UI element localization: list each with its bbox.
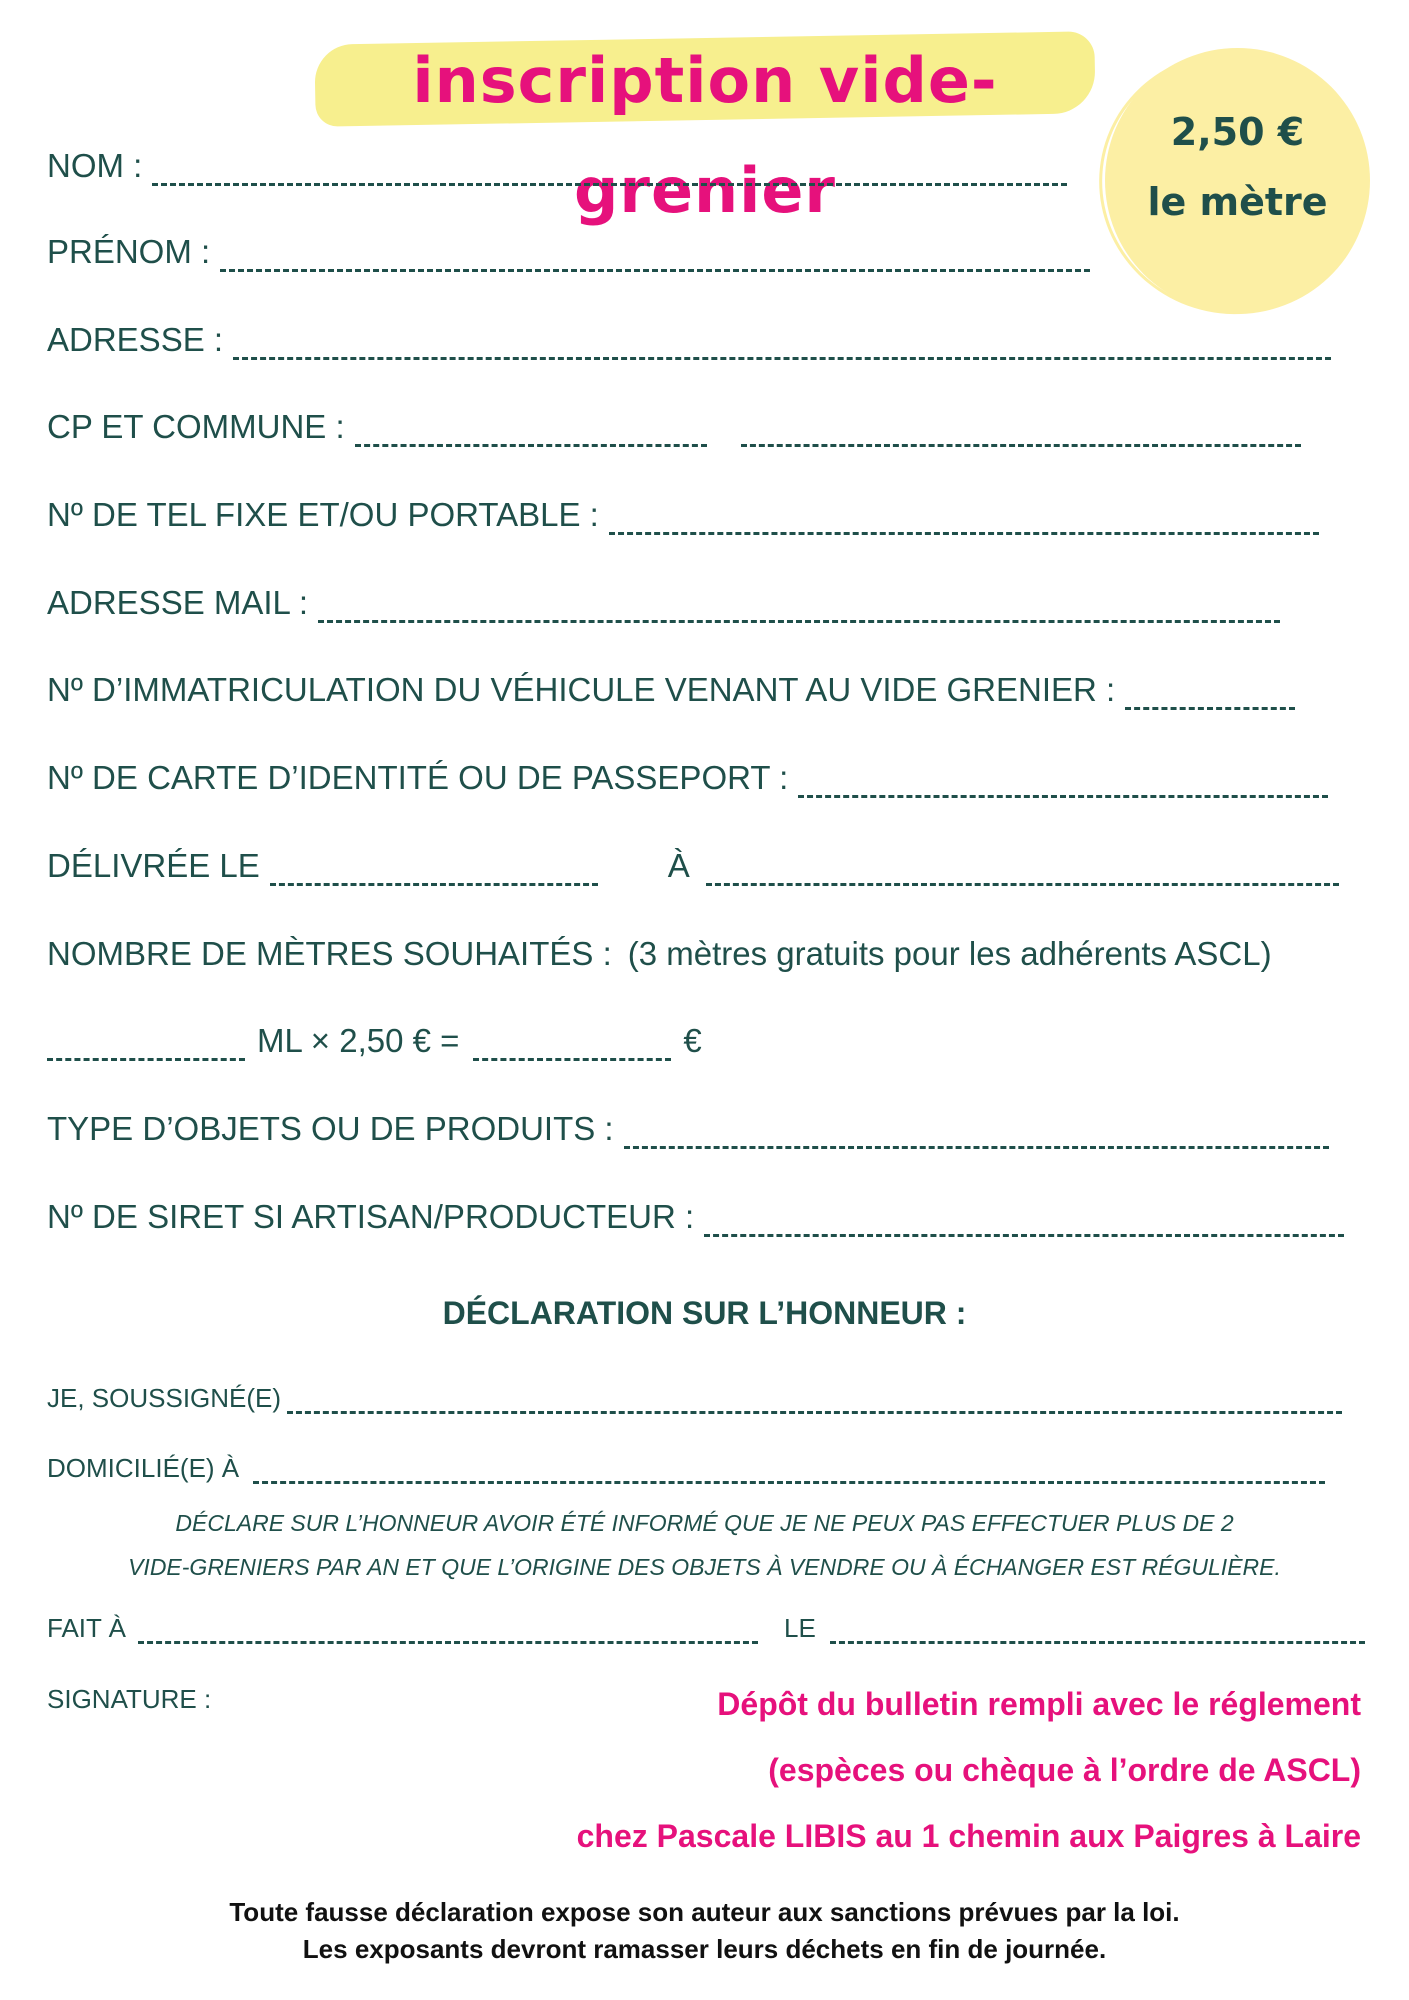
input-fait-a[interactable] [138,1619,758,1644]
field-prenom [47,232,1090,272]
input-nom[interactable] [152,155,1067,186]
input-ml[interactable] [47,1030,245,1061]
label-fait-a: FAIT À [47,1613,126,1643]
field-adresse [47,320,1331,360]
field-mail [47,583,1280,623]
field-type-objets [47,1109,1329,1149]
label-domicilie: DOMICILIÉ(E) À [47,1453,240,1483]
field-domicilie [47,1452,1325,1484]
price-unit: le mètre [1147,180,1328,224]
label-siret: Nº DE SIRET SI ARTISAN/PRODUCTEUR : [47,1198,695,1235]
label-type-objets: TYPE D’OBJETS OU DE PRODUITS : [47,1110,614,1147]
field-cp-commune [47,407,1301,447]
label-euro: € [683,1022,702,1059]
input-prenom[interactable] [220,241,1090,272]
field-nom [47,146,1067,186]
label-soussigne: JE, SOUSSIGNÉ(E) [47,1383,282,1413]
input-mail[interactable] [318,592,1280,623]
footer-line-2: Les exposants devront ramasser leurs déchets en fin de journée. [302,1934,1107,1964]
field-immatriculation [47,670,1295,710]
label-le: LE [784,1613,816,1643]
label-signature: SIGNATURE : [47,1684,212,1714]
page-title: inscription vide-grenier [412,44,998,227]
title-area [305,26,1105,227]
input-type-objets[interactable] [624,1118,1329,1149]
field-tel [47,495,1319,535]
declaration-title: DÉCLARATION SUR L’HONNEUR : [442,1295,967,1331]
input-immatriculation[interactable] [1125,679,1295,710]
label-adresse: ADRESSE : [47,321,224,358]
input-domicilie[interactable] [253,1459,1325,1484]
label-a: À [667,847,690,884]
input-carte-identite[interactable] [798,767,1328,798]
input-siret[interactable] [704,1206,1344,1237]
label-nombre-metres: NOMBRE DE MÈTRES SOUHAITÉS : [47,935,612,972]
nombre-metres-note: (3 mètres gratuits pour les adhérents ASCL) [627,935,1272,972]
field-siret [47,1197,1344,1237]
label-carte-identite: Nº DE CARTE D’IDENTITÉ OU DE PASSEPORT : [47,759,789,796]
label-tel: Nº DE TEL FIXE ET/OU PORTABLE : [47,496,599,533]
input-delivree-a[interactable] [706,855,1339,886]
label-delivree-le: DÉLIVRÉE LE [47,847,260,884]
label-ml: ML × 2,50 € = [257,1022,460,1059]
input-tel[interactable] [609,504,1319,535]
label-immatriculation: Nº D’IMMATRICULATION DU VÉHICULE VENANT AU VIDE GRENIER : [47,671,1116,708]
field-soussigne [47,1382,1342,1414]
field-fait-a [47,1612,1365,1644]
field-nombre-metres [47,934,1272,974]
label-prenom: PRÉNOM : [47,233,211,270]
declaration-text-2: VIDE-GRENIERS PAR AN ET QUE L’ORIGINE DES OBJETS À VENDRE OU À ÉCHANGER EST RÉGULIÈRE. [128,1554,1281,1580]
input-adresse[interactable] [233,329,1331,360]
depot-line-2: (espèces ou chèque à l’ordre de ASCL) [768,1752,1361,1788]
input-le[interactable] [830,1619,1365,1644]
field-carte-identite [47,758,1328,798]
label-nom: NOM : [47,147,143,184]
depot-line-3: chez Pascale LIBIS au 1 chemin aux Paigres à Laire [576,1818,1361,1854]
input-soussigne[interactable] [287,1389,1342,1414]
depot-line-1: Dépôt du bulletin rempli avec le réglement [717,1686,1361,1722]
field-delivree [47,846,1339,886]
input-total[interactable] [473,1030,671,1061]
input-commune[interactable] [741,416,1301,447]
declaration-text-1: DÉCLARE SUR L’HONNEUR AVOIR ÉTÉ INFORMÉ QUE JE NE PEUX PAS EFFECTUER PLUS DE 2 [175,1510,1234,1536]
input-delivree-le[interactable] [270,855,598,886]
label-mail: ADRESSE MAIL : [47,584,309,621]
input-cp[interactable] [355,416,707,447]
label-cp-commune: CP ET COMMUNE : [47,408,345,445]
field-calcul [47,1021,702,1061]
price-amount: 2,50 € [1170,110,1305,154]
footer-line-1: Toute fausse déclaration expose son auteur aux sanctions prévues par la loi. [229,1897,1180,1927]
